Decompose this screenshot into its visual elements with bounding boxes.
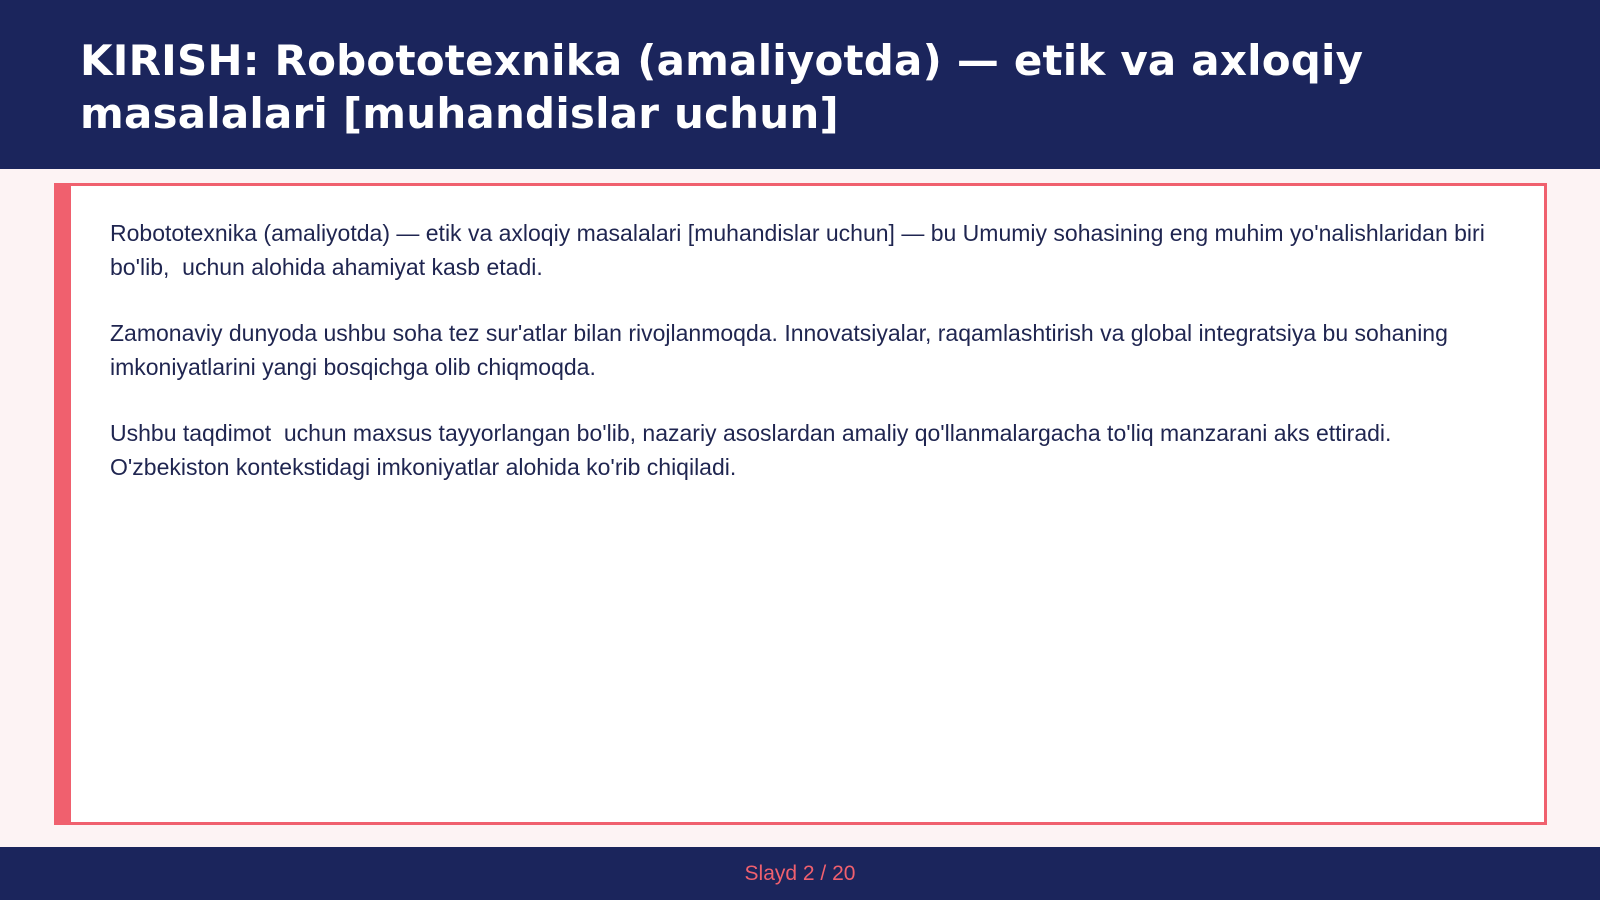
content-card <box>54 183 1547 825</box>
slide-counter: Slayd 2 / 20 <box>744 861 856 885</box>
slide-header <box>0 0 1600 169</box>
modern-world-paragraph: Zamonaviy dunyoda ushbu soha tez sur'atlar bilan rivojlanmoqda. Innovatsiyalar, raqamlashtirish va global integratsiya bu sohaning imkoniyatlarini yangi bosqichga olib chiqmoqda. <box>110 320 1455 380</box>
slide-footer <box>0 847 1600 900</box>
presentation-scope-paragraph: Ushbu taqdimot uchun maxsus tayyorlangan bo'lib, nazariy asoslardan amaliy qo'llanmalargacha to'liq manzarani aks ettiradi. O'zbekiston kontekstidagi imkoniyatlar alohida ko'rib chiqiladi. <box>110 420 1398 480</box>
intro-paragraph: Robototexnika (amaliyotda) — etik va axloqiy masalalari [muhandislar uchun] — bu Umumiy sohasining eng muhim yo'nalishlaridan biri bo'lib, uchun alohida ahamiyat kasb etadi. <box>110 220 1492 280</box>
slide-title: KIRISH: Robototexnika (amaliyotda) — etik va axloqiy masalalari [muhandislar uchun] <box>80 36 1364 138</box>
